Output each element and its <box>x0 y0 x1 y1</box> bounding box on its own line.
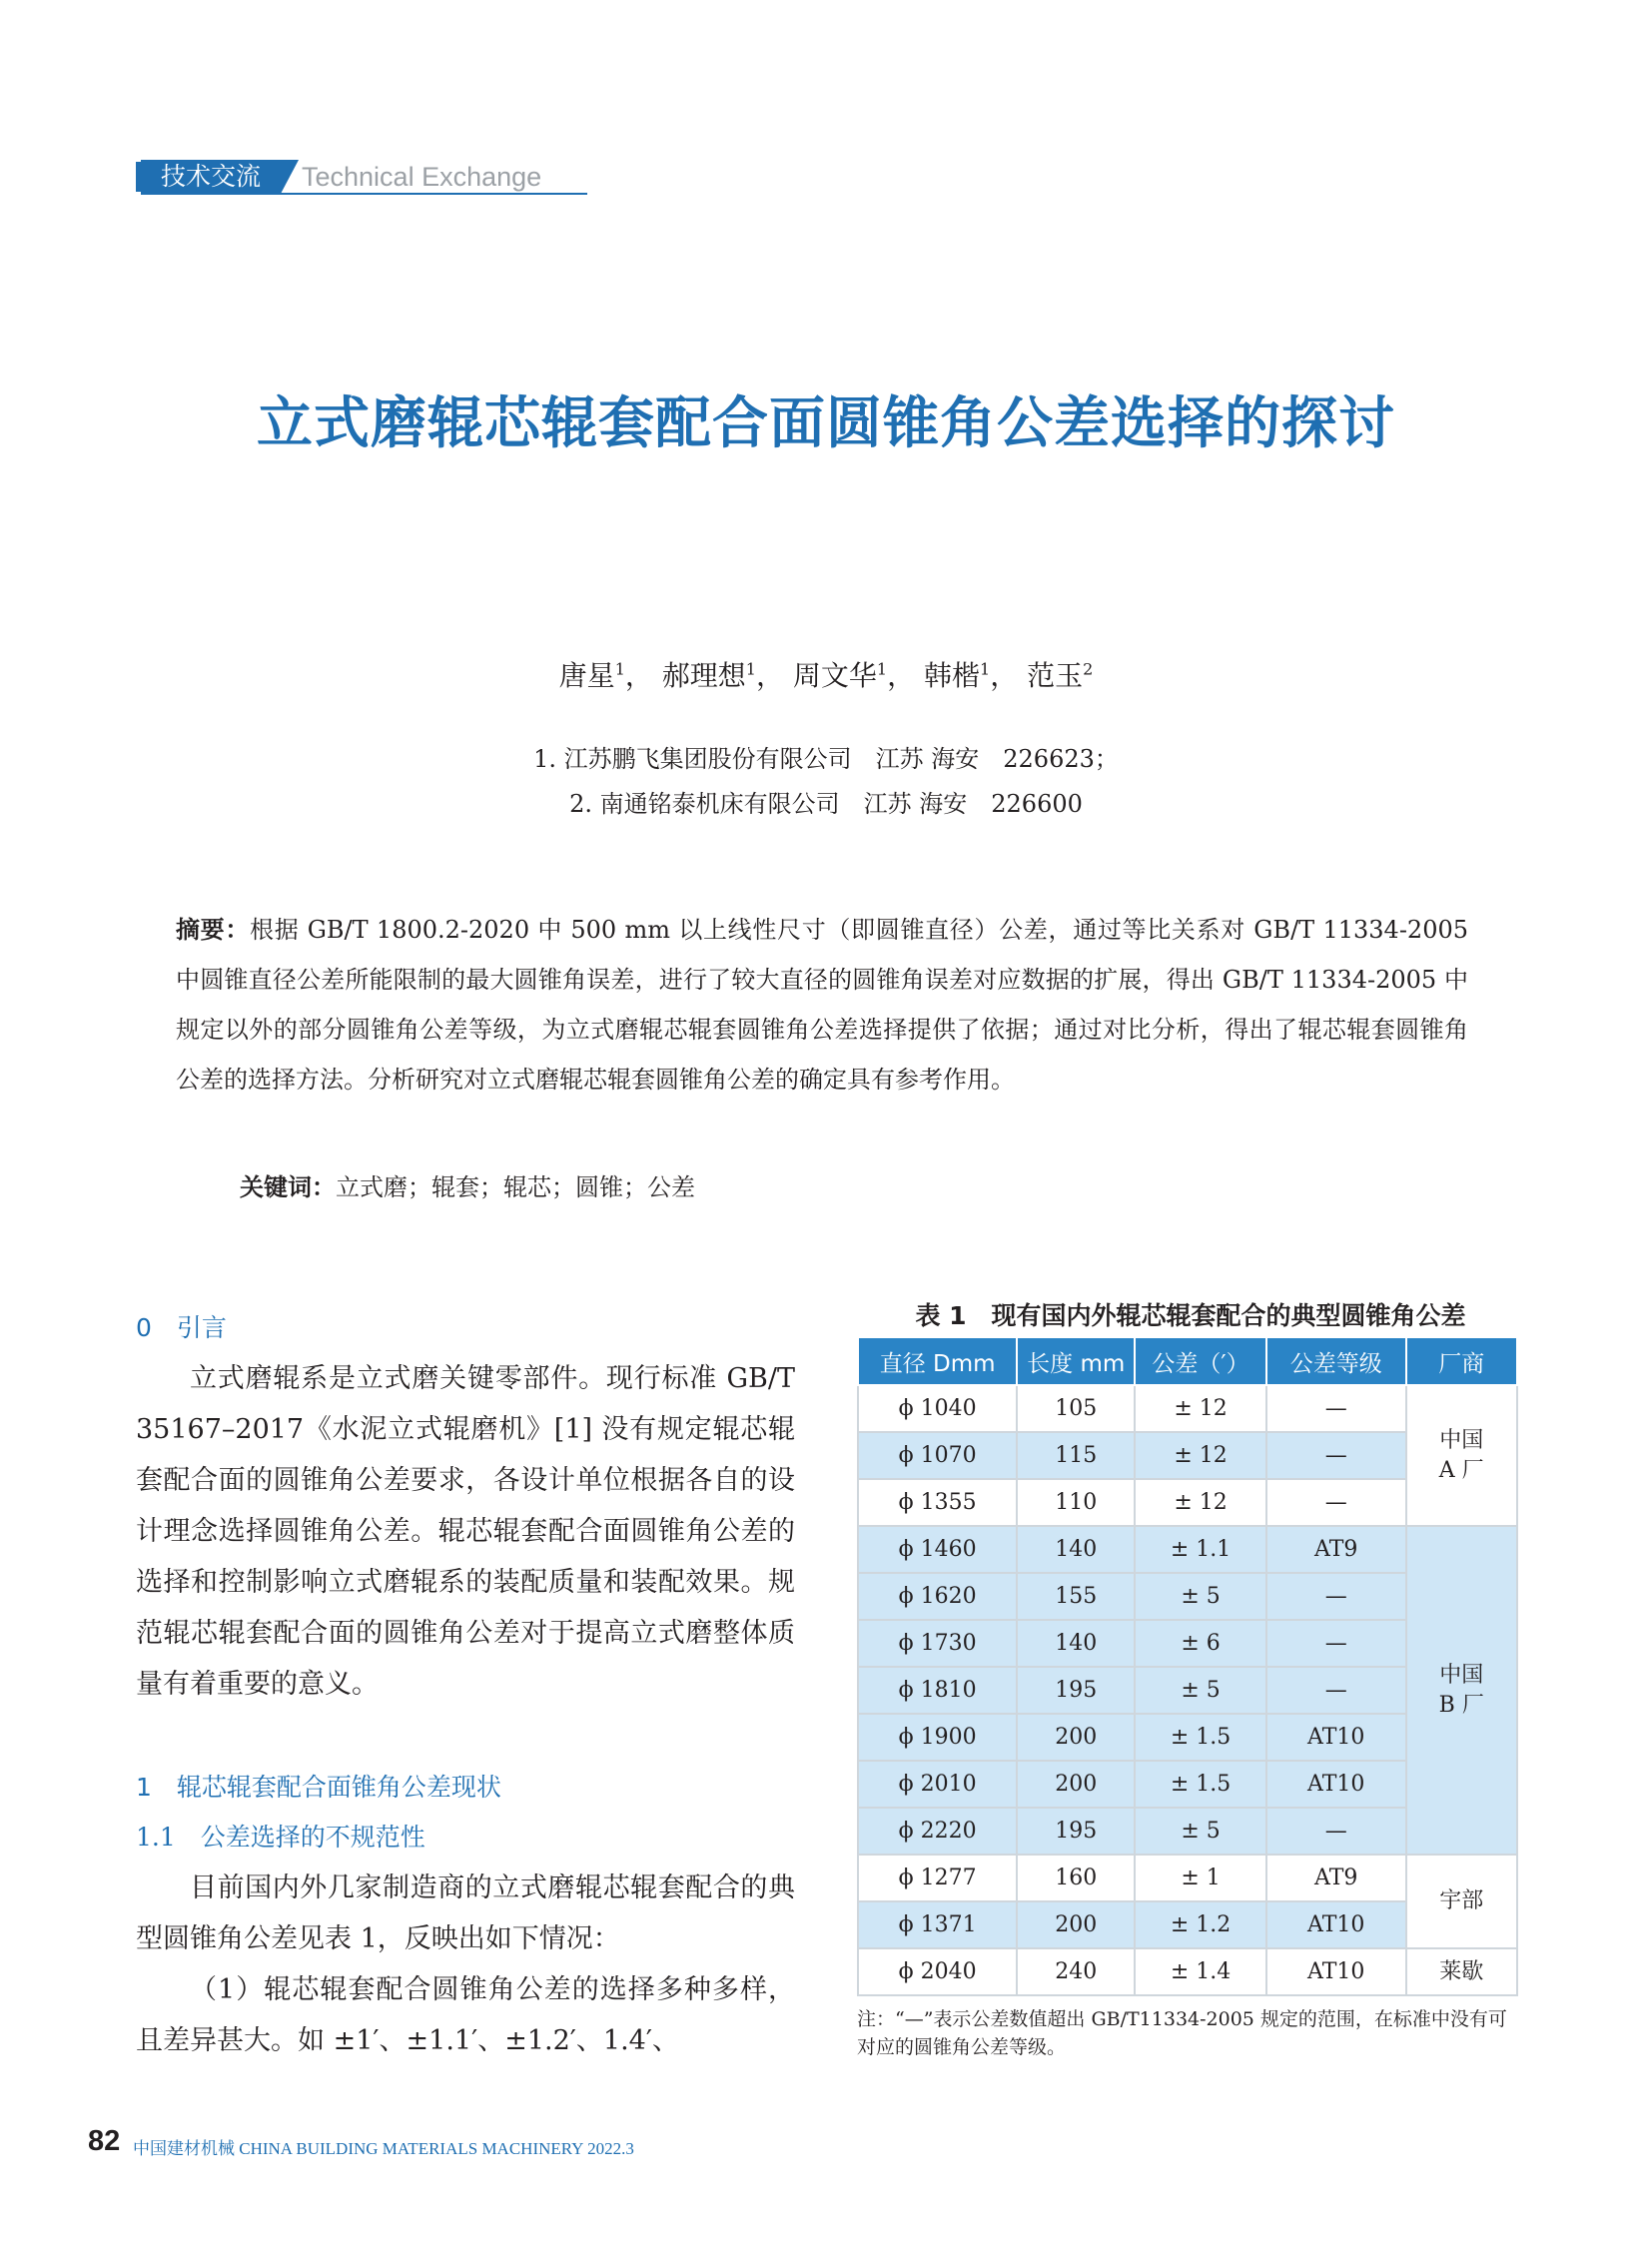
col-header-manufacturer: 厂商 <box>1406 1337 1518 1385</box>
cell-tolerance: ± 5 <box>1135 1667 1266 1714</box>
cell-tolerance: ± 12 <box>1135 1385 1266 1432</box>
page-number: 82 <box>88 2125 121 2157</box>
abstract-label: 摘要： <box>176 916 251 944</box>
cell-grade: AT9 <box>1266 1526 1406 1573</box>
section-tag-slant <box>281 160 299 194</box>
cell-diameter: ϕ 1460 <box>858 1526 1017 1573</box>
cell-tolerance: ± 1.1 <box>1135 1526 1266 1573</box>
author-name: 郝理想 <box>661 659 746 692</box>
article-title: 立式磨辊芯辊套配合面圆锥角公差选择的探讨 <box>257 391 1395 456</box>
cell-length: 155 <box>1017 1573 1135 1620</box>
section-heading-1: 1 辊芯辊套配合面锥角公差现状 <box>136 1773 501 1802</box>
keywords-text: 立式磨；辊套；辊芯；圆锥；公差 <box>336 1173 695 1201</box>
cell-diameter: ϕ 1355 <box>858 1479 1017 1526</box>
cell-length: 195 <box>1017 1808 1135 1855</box>
cell-length: 115 <box>1017 1432 1135 1479</box>
cell-tolerance: ± 1.5 <box>1135 1761 1266 1808</box>
keywords <box>240 1162 695 1212</box>
author-name: 周文华 <box>792 659 877 692</box>
cell-tolerance: ± 1.4 <box>1135 1948 1266 1995</box>
table-row <box>858 1948 1517 1995</box>
cell-length: 200 <box>1017 1761 1135 1808</box>
cell-manufacturer: 莱歇 <box>1406 1948 1518 1995</box>
author-name: 范玉 <box>1027 659 1084 692</box>
cell-tolerance: ± 1.5 <box>1135 1714 1266 1761</box>
cell-tolerance: ± 1 <box>1135 1855 1266 1901</box>
table-caption: 表 1 现有国内外辊芯辊套配合的典型圆锥角公差 <box>915 1301 1466 1330</box>
affiliation-1: 1. 江苏鹏飞集团股份有限公司 江苏 海安 226623； <box>533 745 1119 773</box>
header-underline <box>141 193 587 195</box>
cell-diameter: ϕ 1900 <box>858 1714 1017 1761</box>
cell-grade: AT9 <box>1266 1855 1406 1901</box>
journal-name: 中国建材机械 CHINA BUILDING MATERIALS MACHINERY 2022.3 <box>133 2139 634 2158</box>
cell-tolerance: ± 5 <box>1135 1573 1266 1620</box>
table-row <box>858 1855 1517 1901</box>
cell-grade: AT10 <box>1266 1948 1406 1995</box>
cell-tolerance: ± 6 <box>1135 1620 1266 1667</box>
col-header-diameter: 直径 Dmm <box>858 1337 1017 1385</box>
cell-diameter: ϕ 1277 <box>858 1855 1017 1901</box>
cell-manufacturer: 中国 B 厂 <box>1406 1526 1518 1855</box>
cell-grade: — <box>1266 1385 1406 1432</box>
cell-diameter: ϕ 2010 <box>858 1761 1017 1808</box>
section-tag-en: Technical Exchange <box>302 162 542 192</box>
intro-paragraph: 立式磨辊系是立式磨关键零部件。现行标准 GB/T 35167–2017《水泥立式辊磨机》[1] 没有规定辊芯辊套配合面的圆锥角公差要求，各设计单位根据各自的设计理念选择圆锥角公差。辊芯辊套配合面圆锥角公差的选择和控制影响立式磨辊系的装配质量和装配效果。规范辊芯辊套配合面的圆锥角公差对于提高立式磨整体质量有着重要的意义。 <box>136 1363 795 1700</box>
section-tag-cn: 技术交流 <box>141 160 281 194</box>
cell-grade: — <box>1266 1808 1406 1855</box>
cell-length: 200 <box>1017 1714 1135 1761</box>
cell-tolerance: ± 12 <box>1135 1479 1266 1526</box>
cell-diameter: ϕ 1620 <box>858 1573 1017 1620</box>
cell-length: 160 <box>1017 1855 1135 1901</box>
col-header-length: 长度 mm <box>1017 1337 1135 1385</box>
abstract <box>176 905 1468 1105</box>
col-header-grade: 公差等级 <box>1266 1337 1406 1385</box>
cell-diameter: ϕ 1730 <box>858 1620 1017 1667</box>
cell-length: 195 <box>1017 1667 1135 1714</box>
table-row <box>858 1385 1517 1432</box>
table-header-row <box>858 1337 1517 1385</box>
cell-length: 140 <box>1017 1620 1135 1667</box>
cell-diameter: ϕ 1070 <box>858 1432 1017 1479</box>
cell-diameter: ϕ 2220 <box>858 1808 1017 1855</box>
table-row <box>858 1526 1517 1573</box>
subsection-heading-1-1: 1.1 公差选择的不规范性 <box>136 1823 425 1852</box>
cell-length: 140 <box>1017 1526 1135 1573</box>
cell-grade: AT10 <box>1266 1901 1406 1948</box>
keywords-label: 关键词： <box>240 1173 336 1201</box>
cell-diameter: ϕ 1040 <box>858 1385 1017 1432</box>
author-list: 唐星$^1$， 郝理想$^1$， 周文华$^1$， 韩楷$^1$， 范玉$^2$ <box>558 659 1094 692</box>
table-note: 注：“—”表示公差数值超出 GB/T11334-2005 规定的范围，在标准中没有可对应的圆锥角公差等级。 <box>857 2008 1507 2058</box>
cell-grade: — <box>1266 1620 1406 1667</box>
cell-length: 110 <box>1017 1479 1135 1526</box>
cell-length: 200 <box>1017 1901 1135 1948</box>
cell-length: 105 <box>1017 1385 1135 1432</box>
affiliation-2: 2. 南通铭泰机床有限公司 江苏 海安 226600 <box>569 790 1083 818</box>
cell-grade: — <box>1266 1432 1406 1479</box>
cell-manufacturer: 宇部 <box>1406 1855 1518 1948</box>
cell-diameter: ϕ 1371 <box>858 1901 1017 1948</box>
cell-grade: AT10 <box>1266 1714 1406 1761</box>
tolerance-table <box>857 1336 1518 1996</box>
cell-grade: — <box>1266 1667 1406 1714</box>
cell-tolerance: ± 5 <box>1135 1808 1266 1855</box>
cell-length: 240 <box>1017 1948 1135 1995</box>
cell-grade: AT10 <box>1266 1761 1406 1808</box>
cell-grade: — <box>1266 1573 1406 1620</box>
cell-diameter: ϕ 1810 <box>858 1667 1017 1714</box>
cell-diameter: ϕ 2040 <box>858 1948 1017 1995</box>
cell-grade: — <box>1266 1479 1406 1526</box>
col-header-tolerance: 公差（′） <box>1135 1337 1266 1385</box>
abstract-text: 根据 GB/T 1800.2-2020 中 500 mm 以上线性尺寸（即圆锥直径）公差，通过等比关系对 GB/T 11334-2005 中圆锥直径公差所能限制的最大圆锥角误差，进行了较大直径的圆锥角误差对应数据的扩展，得出 GB/T 11334-2005 中规定以外的部分圆锥角公差等级，为立式磨辊芯辊套圆锥角公差选择提供了依据；通过对比分析，得出了辊芯辊套圆锥角公差的选择方法。分析研究对立式磨辊芯辊套圆锥角公差的确定具有参考作用。 <box>176 916 1469 1094</box>
section-heading-intro: 0 引言 <box>136 1313 227 1342</box>
author-name: 唐星 <box>558 659 615 692</box>
cell-tolerance: ± 1.2 <box>1135 1901 1266 1948</box>
cell-tolerance: ± 12 <box>1135 1432 1266 1479</box>
section-1-1-paragraph: 目前国内外几家制造商的立式磨辊芯辊套配合的典型圆锥角公差见表 1，反映出如下情况： （1）辊芯辊套配合圆锥角公差的选择多种多样，且差异甚大。如 ±1′、±1.1′、±1.2′、1.4′、 <box>136 1872 795 2056</box>
cell-manufacturer: 中国 A 厂 <box>1406 1385 1518 1526</box>
author-name: 韩楷 <box>924 659 981 692</box>
